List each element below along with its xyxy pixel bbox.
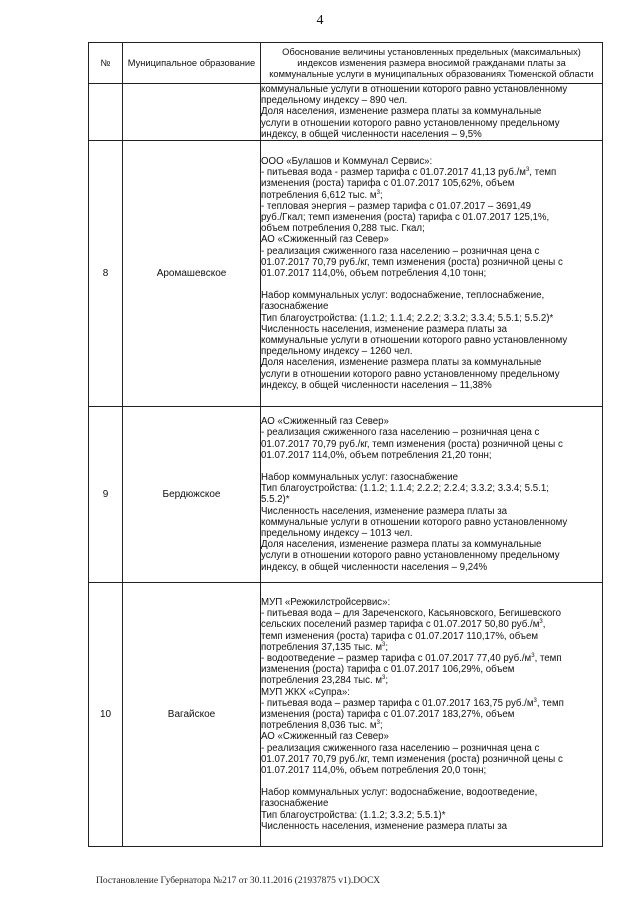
description-line: предельному индексу – 1260 чел. (261, 346, 413, 358)
row-number: 8 (89, 141, 123, 407)
header-number: № (89, 43, 123, 84)
description-line: Тип благоустройства: (1.1.2; 1.1.4; 2.2.2; 2.2.4; 3.3.2; 3.3.4; 5.5.1; (261, 483, 549, 495)
description-line: газоснабжение (261, 301, 329, 313)
description-line: АО «Сжиженный газ Север» (261, 234, 389, 246)
document-footer: Постановление Губернатора №217 от 30.11.2016 (21937875 v1).DOCX (96, 876, 381, 886)
description-line: предельному индексу – 1013 чел. (261, 528, 413, 540)
row-municipality: Вагайское (123, 583, 261, 847)
description-line: индексу, в общей численности населения – 9,5% (261, 128, 482, 140)
table-row-continuation (89, 84, 603, 141)
description-line: коммунальные услуги в отношении которого равно установленному (261, 84, 568, 95)
description-line: потребления 8,036 тыс. $м^3$; (261, 719, 383, 732)
row-municipality-cell (123, 84, 261, 141)
description-line: АО «Сжиженный газ Север» (261, 416, 389, 428)
description-line: индексу, в общей численности населения – 9,24% (261, 561, 488, 573)
description-line: потребления 37,135 тыс. $м^3$; (261, 641, 389, 653)
header-municipality: Муниципальное образование (123, 43, 261, 84)
row-municipality: Аромашевское (123, 141, 261, 407)
description-line: услуги в отношении которого равно установленному предельному (261, 117, 560, 129)
description-line: потребления 23,284 тыс. $м^3$; (261, 675, 389, 687)
row-description (261, 84, 603, 141)
description-line: - водоотведение – размер тарифа с 01.07.2017 77,40 $руб./м^3$, темп (261, 652, 562, 664)
description-line: руб./Гкал; темп изменения (роста) тарифа с 01.07.2017 125,1%, (261, 212, 550, 223)
description-line: объем потребления 0,288 тыс. Гкал; (261, 223, 425, 235)
description-line: 01.07.2017 114,0%, объем потребления 20,0 тонн; (261, 765, 487, 777)
description-line: изменения (роста) тарифа с 01.07.2017 106,29%, объем (261, 664, 515, 676)
description-line: - реализация сжиженного газа населению – розничная цена с (261, 742, 540, 754)
description-line: коммунальные услуги в отношении которого равно установленному (261, 516, 568, 528)
description-line: Доля населения, изменение размера платы за коммунальные (261, 106, 542, 118)
description-line: 5.5.2)* (261, 494, 290, 506)
description-line: МУП «Режжилстройсервис»: (261, 596, 391, 608)
description-line: предельному индексу – 890 чел. (261, 95, 408, 107)
description-line: 01.07.2017 114,0%, объем потребления 4,10 тонн; (261, 268, 487, 280)
description-line: МУП ЖКХ «Супра»: (261, 686, 350, 698)
description-line: 01.07.2017 70,79 руб./кг, темп изменения (роста) розничной цены с (261, 256, 563, 268)
description-line: - реализация сжиженного газа населению – розничная цена с (261, 427, 540, 439)
description-line: Численность населения, изменение размера платы за (261, 820, 508, 832)
description-line: Набор коммунальных услуг: водоснабжение, теплоснабжение, (261, 290, 545, 302)
description-line (261, 461, 602, 472)
row-description (261, 141, 603, 407)
description-line: Доля населения, изменение размера платы за коммунальные (261, 539, 542, 551)
description-line: потребления 6,612 тыс. $м^3$; (261, 189, 383, 201)
description-line: Тип благоустройства: (1.1.2; 3.3.2; 5.5.1)* (261, 809, 446, 821)
description-line: ООО «Булашов и Коммунал Сервис»: (261, 155, 433, 167)
description-line: 01.07.2017 70,79 руб./кг, темп изменения (роста) розничной цены с (261, 438, 563, 450)
description-line: - реализация сжиженного газа населению – розничная цена с (261, 245, 540, 257)
description-line: изменения (роста) тарифа с 01.07.2017 183,27%, объем (261, 709, 515, 721)
row-number: 10 (89, 583, 123, 847)
row-description (261, 583, 603, 847)
description-line: услуги в отношении которого равно установленному предельному (261, 368, 560, 380)
table-row (89, 583, 603, 847)
description-line: Доля населения, изменение размера платы за коммунальные (261, 357, 542, 369)
row-number: 9 (89, 407, 123, 583)
description-line: темп изменения (роста) тарифа с 01.07.2017 110,17%, объем (261, 630, 539, 642)
description-line: Набор коммунальных услуг: водоснабжение, водоотведение, (261, 787, 538, 799)
description-line: - питьевая вода – размер тарифа с 01.07.2017 163,75 $руб./м^3$, темп (261, 697, 564, 709)
description-line: - питьевая вода – для Зареченского, Касьяновского, Бегишевского (261, 608, 562, 620)
table-header-row (89, 43, 603, 84)
table-row (89, 141, 603, 407)
header-justification: Обоснование величины установленных предельных (максимальных) индексов изменения размера вносимой гражданами платы за коммунальные услуги в муниципальных образованиях Тюменской области (261, 43, 603, 84)
description-line: 01.07.2017 70,79 руб./кг, темп изменения (роста) розничной цены с (261, 753, 563, 765)
description-line: Набор коммунальных услуг: газоснабжение (261, 472, 459, 483)
description-line (261, 776, 602, 787)
description-line: Численность населения, изменение размера платы за (261, 323, 508, 335)
description-line: АО «Сжиженный газ Север» (261, 731, 389, 743)
description-line: - тепловая энергия – размер тарифа с 01.07.2017 – 3691,49 (261, 200, 532, 212)
description-line: сельских поселений размер тарифа с 01.07.2017 50,80 $руб./м^3$, (261, 619, 546, 631)
description-line: 01.07.2017 114,0%, объем потребления 21,20 тонн; (261, 449, 492, 461)
description-line: Тип благоустройства: (1.1.2; 1.1.4; 2.2.2; 3.3.2; 3.3.4; 5.5.1; 5.5.2)* (261, 312, 554, 324)
description-line: услуги в отношении которого равно установленному предельному (261, 550, 560, 562)
description-line: изменения (роста) тарифа с 01.07.2017 105,62%, объем (261, 178, 515, 190)
index-table (88, 42, 603, 847)
description-line: газоснабжение (261, 798, 329, 810)
description-line (261, 279, 602, 290)
description-line: Численность населения, изменение размера платы за (261, 505, 508, 517)
row-number-cell (89, 84, 123, 141)
row-description (261, 407, 603, 583)
row-municipality: Бердюжское (123, 407, 261, 583)
description-line: - питьевая вода - размер тарифа с 01.07.2017 41,13 $руб./м^3$, темп (261, 166, 557, 179)
description-line: коммунальные услуги в отношении которого равно установленному (261, 335, 568, 347)
description-line: индексу, в общей численности населения – 11,38% (261, 379, 492, 391)
table-row (89, 407, 603, 583)
page-number: 4 (316, 13, 324, 28)
